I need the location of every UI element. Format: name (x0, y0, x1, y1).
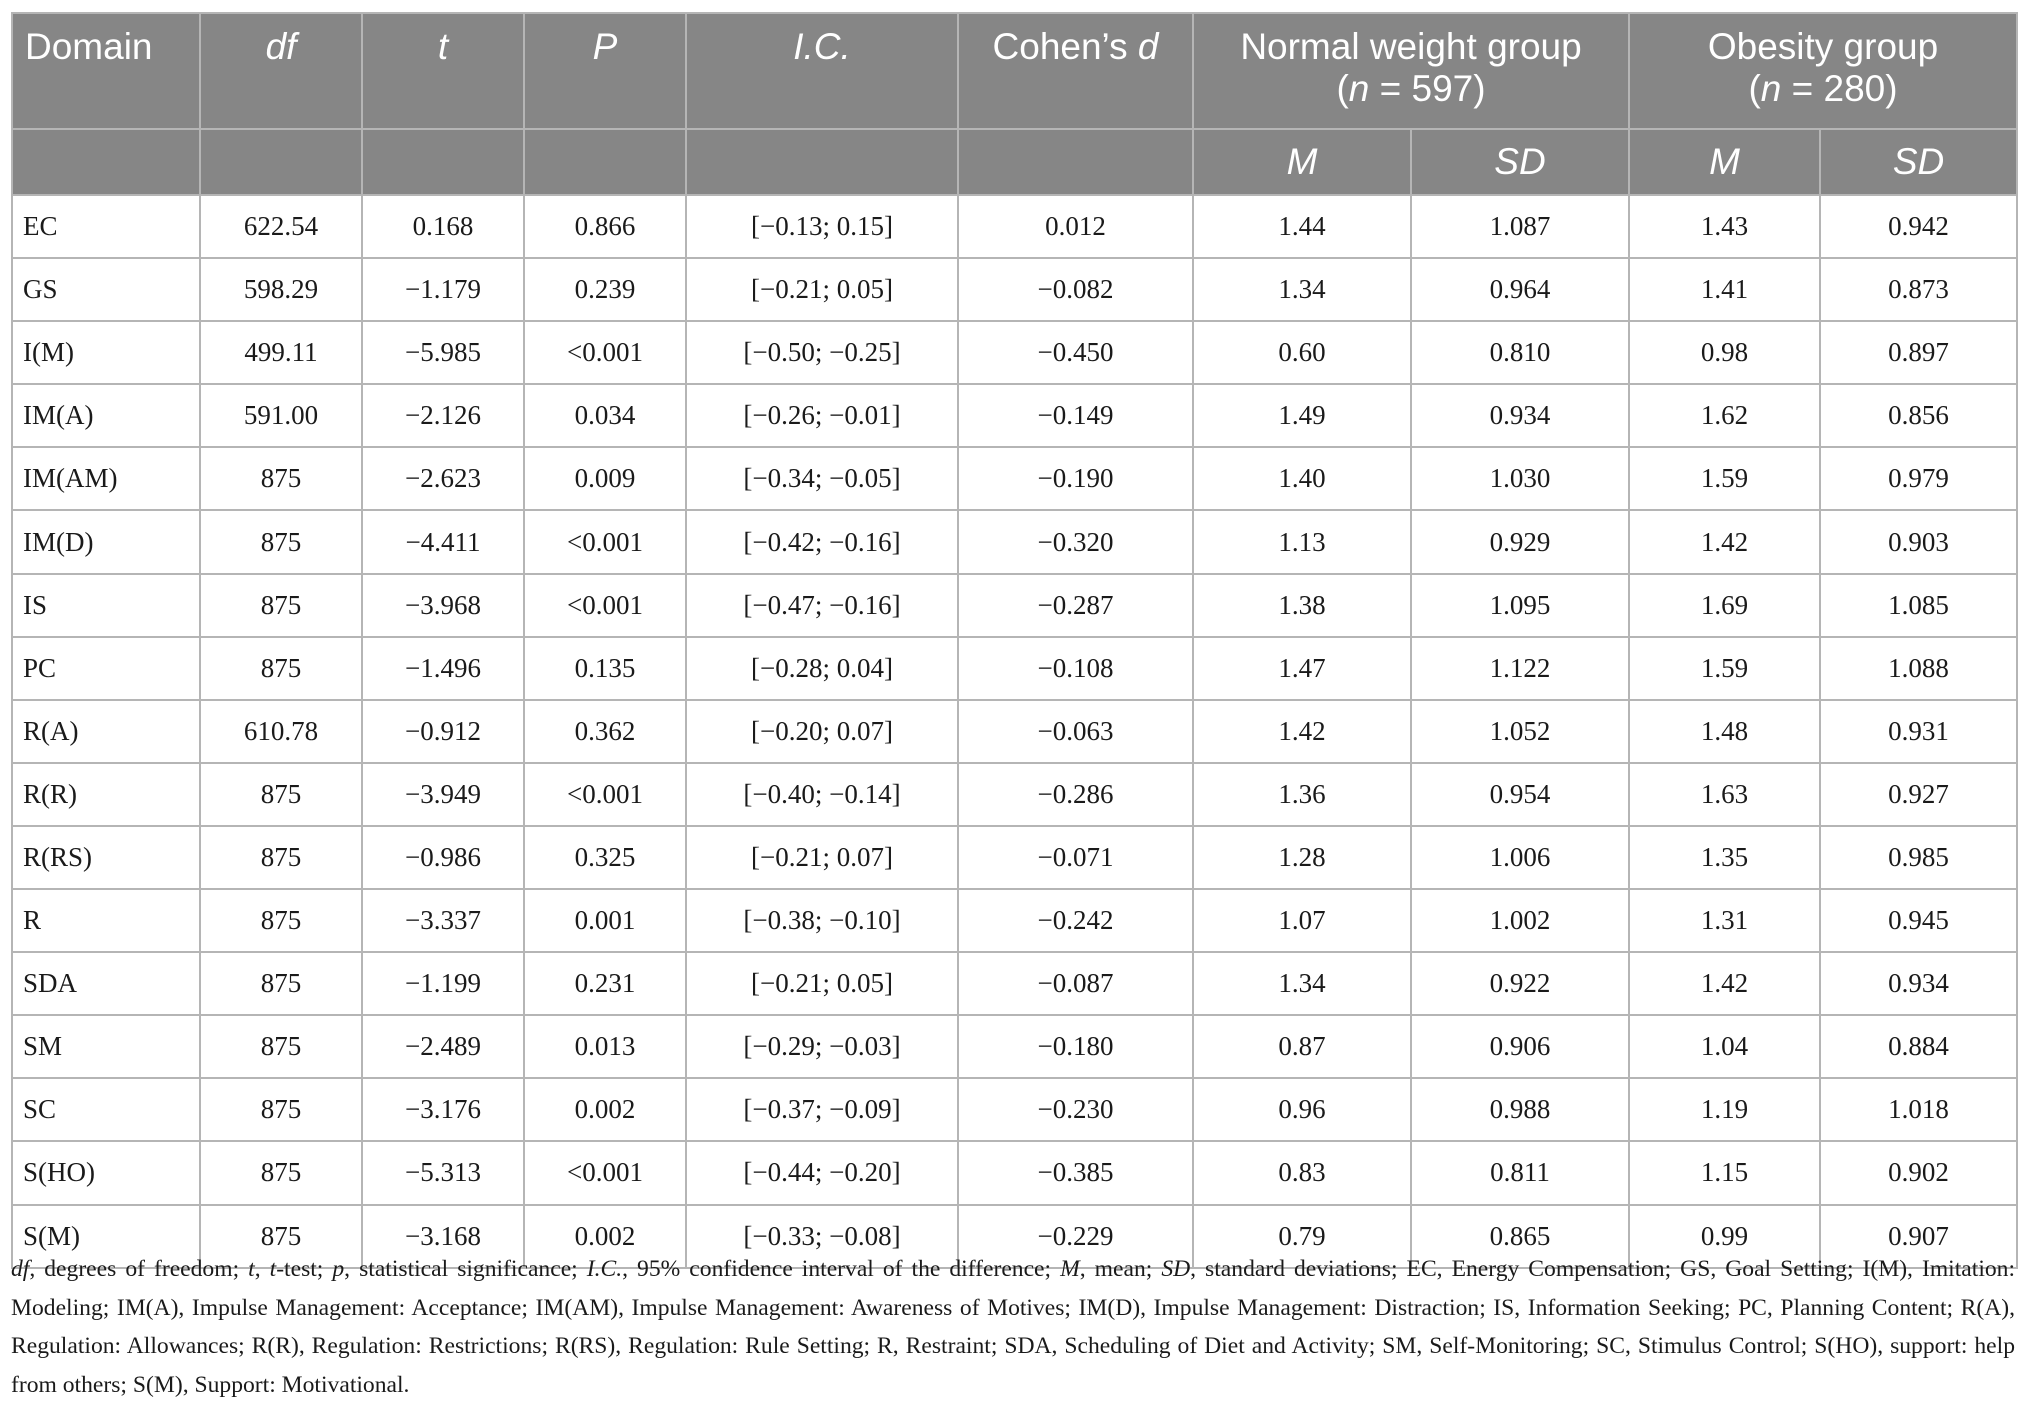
cell-obesity-sd: 0.931 (1820, 700, 2017, 763)
cell-p: <0.001 (524, 574, 686, 637)
table-row (12, 574, 2017, 637)
cell-t: −4.411 (362, 510, 524, 573)
cell-domain: GS (12, 258, 200, 321)
cell-obesity-sd: 0.985 (1820, 826, 2017, 889)
cell-p: <0.001 (524, 763, 686, 826)
cell-cohens-d: −0.149 (958, 384, 1193, 447)
cell-p: 0.013 (524, 1015, 686, 1078)
normal-group-label: Normal weight group (1240, 26, 1582, 67)
table-row (12, 321, 2017, 384)
obesity-n-value: = 280) (1781, 68, 1898, 109)
cell-obesity-sd: 1.018 (1820, 1078, 2017, 1141)
cell-t: −5.313 (362, 1141, 524, 1204)
col-ic (686, 13, 958, 129)
table-footnote (11, 1250, 2015, 1404)
cell-df: 875 (200, 510, 362, 573)
cell-t: −5.985 (362, 321, 524, 384)
cell-p: 0.135 (524, 637, 686, 700)
table-row (12, 447, 2017, 510)
cell-obesity-m: 1.59 (1629, 637, 1820, 700)
normal-n-open: ( (1336, 68, 1349, 109)
col-normal-sd: SD (1411, 129, 1629, 195)
cell-ic: [−0.44; −0.20] (686, 1141, 958, 1204)
cell-df: 591.00 (200, 384, 362, 447)
col-ic-label: I.C. (793, 26, 851, 67)
cell-normal-sd: 0.811 (1411, 1141, 1629, 1204)
cell-normal-sd: 1.006 (1411, 826, 1629, 889)
cell-normal-sd: 0.954 (1411, 763, 1629, 826)
cell-cohens-d: −0.063 (958, 700, 1193, 763)
cell-t: −1.496 (362, 637, 524, 700)
cell-obesity-m: 1.42 (1629, 952, 1820, 1015)
cell-normal-m: 0.60 (1193, 321, 1411, 384)
cell-p: 0.239 (524, 258, 686, 321)
cell-t: −3.337 (362, 889, 524, 952)
fn-t: t (248, 1256, 255, 1282)
cell-domain: I(M) (12, 321, 200, 384)
cell-ic: [−0.33; −0.08] (686, 1205, 958, 1268)
cell-ic: [−0.21; 0.07] (686, 826, 958, 889)
cell-p: 0.001 (524, 889, 686, 952)
cell-p: 0.325 (524, 826, 686, 889)
cell-df: 622.54 (200, 195, 362, 258)
cell-t: −3.968 (362, 574, 524, 637)
fn-p: p (332, 1256, 345, 1282)
cell-cohens-d: −0.242 (958, 889, 1193, 952)
cell-normal-sd: 1.030 (1411, 447, 1629, 510)
cell-ic: [−0.21; 0.05] (686, 952, 958, 1015)
cell-normal-m: 1.38 (1193, 574, 1411, 637)
empty-header-cell (362, 129, 524, 195)
cell-obesity-sd: 0.942 (1820, 195, 2017, 258)
cell-obesity-m: 1.15 (1629, 1141, 1820, 1204)
cell-p: 0.231 (524, 952, 686, 1015)
cell-t: −2.489 (362, 1015, 524, 1078)
cell-obesity-sd: 0.884 (1820, 1015, 2017, 1078)
cell-cohens-d: −0.320 (958, 510, 1193, 573)
cell-normal-sd: 0.865 (1411, 1205, 1629, 1268)
col-t (362, 13, 524, 129)
col-p (524, 13, 686, 129)
cell-cohens-d: −0.108 (958, 637, 1193, 700)
col-df (200, 13, 362, 129)
cell-obesity-sd: 0.897 (1820, 321, 2017, 384)
col-df-label: df (265, 26, 297, 67)
cell-p: 0.362 (524, 700, 686, 763)
col-domain-label: Domain (25, 26, 153, 67)
obesity-n-open: ( (1748, 68, 1761, 109)
cell-obesity-sd: 1.085 (1820, 574, 2017, 637)
cell-normal-m: 0.96 (1193, 1078, 1411, 1141)
table-header (12, 13, 2017, 195)
cell-obesity-sd: 0.873 (1820, 258, 2017, 321)
cell-obesity-m: 1.48 (1629, 700, 1820, 763)
cell-normal-sd: 1.052 (1411, 700, 1629, 763)
cell-normal-sd: 1.002 (1411, 889, 1629, 952)
fn-ic-def: , 95% confidence interval of the difference; (622, 1256, 1061, 1282)
cell-domain: IM(AM) (12, 447, 200, 510)
fn-df-def: , degrees of freedom; (29, 1256, 249, 1282)
cell-ic: [−0.26; −0.01] (686, 384, 958, 447)
cell-normal-m: 1.47 (1193, 637, 1411, 700)
cell-normal-sd: 0.810 (1411, 321, 1629, 384)
cell-cohens-d: 0.012 (958, 195, 1193, 258)
cell-normal-sd: 0.929 (1411, 510, 1629, 573)
table-row (12, 889, 2017, 952)
cell-obesity-m: 1.63 (1629, 763, 1820, 826)
cell-obesity-m: 1.62 (1629, 384, 1820, 447)
cell-p: 0.034 (524, 384, 686, 447)
cell-obesity-m: 1.31 (1629, 889, 1820, 952)
col-normal-m: M (1193, 129, 1411, 195)
cell-obesity-sd: 1.088 (1820, 637, 2017, 700)
fn-t-def: -test; (276, 1256, 333, 1282)
empty-header-cell (958, 129, 1193, 195)
cell-ic: [−0.47; −0.16] (686, 574, 958, 637)
table-row (12, 1078, 2017, 1141)
cell-obesity-m: 0.98 (1629, 321, 1820, 384)
cell-cohens-d: −0.286 (958, 763, 1193, 826)
cell-normal-sd: 0.934 (1411, 384, 1629, 447)
cell-normal-m: 1.40 (1193, 447, 1411, 510)
cell-obesity-sd: 0.902 (1820, 1141, 2017, 1204)
cell-normal-m: 0.87 (1193, 1015, 1411, 1078)
cell-obesity-m: 1.41 (1629, 258, 1820, 321)
cell-normal-sd: 0.964 (1411, 258, 1629, 321)
fn-rest: , standard deviations; EC, Energy Compensation; GS, Goal Setting; I(M), Imitation: Modeling; IM(A), Impulse Management: Acceptance; IM(AM), Impulse Management: Awareness of Motives; IM(D), Impulse Management: Distraction; IS, Information Seeking; PC, Planning Content; R(A), Regulation: Allowances; R(R), Regulation: Restrictions; R(RS), Regulation: Rule Setting; R, Restraint; SDA, Scheduling of Diet and Activity; SM, Self-Monitoring; SC, Stimulus Control; S(HO), support: help from others; S(M), Support: Motivational. (11, 1256, 2016, 1398)
cell-ic: [−0.28; 0.04] (686, 637, 958, 700)
cell-domain: PC (12, 637, 200, 700)
cell-obesity-m: 1.69 (1629, 574, 1820, 637)
cell-p: 0.002 (524, 1205, 686, 1268)
table-row (12, 763, 2017, 826)
cell-cohens-d: −0.230 (958, 1078, 1193, 1141)
cell-df: 875 (200, 1015, 362, 1078)
cell-domain: IM(A) (12, 384, 200, 447)
table-row (12, 952, 2017, 1015)
cell-normal-sd: 0.906 (1411, 1015, 1629, 1078)
cell-domain: R(A) (12, 700, 200, 763)
empty-header-cell (686, 129, 958, 195)
col-t-label: t (437, 26, 449, 67)
cell-cohens-d: −0.450 (958, 321, 1193, 384)
cell-p: <0.001 (524, 1141, 686, 1204)
cell-normal-m: 1.13 (1193, 510, 1411, 573)
cell-df: 499.11 (200, 321, 362, 384)
cell-p: 0.002 (524, 1078, 686, 1141)
table-row (12, 637, 2017, 700)
cell-cohens-d: −0.071 (958, 826, 1193, 889)
cell-obesity-sd: 0.907 (1820, 1205, 2017, 1268)
cell-domain: EC (12, 195, 200, 258)
cell-normal-sd: 1.122 (1411, 637, 1629, 700)
cell-ic: [−0.13; 0.15] (686, 195, 958, 258)
table-row (12, 510, 2017, 573)
cell-df: 875 (200, 1205, 362, 1268)
cell-normal-m: 0.83 (1193, 1141, 1411, 1204)
cell-t: −1.199 (362, 952, 524, 1015)
cell-cohens-d: −0.385 (958, 1141, 1193, 1204)
cell-cohens-d: −0.180 (958, 1015, 1193, 1078)
cell-domain: R (12, 889, 200, 952)
fn-t-sep: , (254, 1256, 270, 1282)
cell-p: <0.001 (524, 321, 686, 384)
cell-ic: [−0.29; −0.03] (686, 1015, 958, 1078)
cell-normal-m: 0.79 (1193, 1205, 1411, 1268)
col-domain (12, 13, 200, 129)
col-obesity-sd: SD (1820, 129, 2017, 195)
normal-n-value: = 597) (1369, 68, 1486, 109)
cell-df: 875 (200, 952, 362, 1015)
cell-domain: SC (12, 1078, 200, 1141)
normal-n-var: n (1348, 68, 1370, 109)
col-p-label: P (592, 26, 618, 67)
empty-header-cell (200, 129, 362, 195)
cell-t: −2.126 (362, 384, 524, 447)
cell-df: 875 (200, 889, 362, 952)
cell-p: <0.001 (524, 510, 686, 573)
cell-obesity-sd: 0.979 (1820, 447, 2017, 510)
table-body (12, 195, 2017, 1268)
cell-normal-sd: 0.922 (1411, 952, 1629, 1015)
cell-p: 0.009 (524, 447, 686, 510)
col-obesity-group (1629, 13, 2017, 129)
header-row-2 (12, 129, 2017, 195)
fn-t2: t (269, 1256, 277, 1282)
fn-p-def: , statistical significance; (344, 1256, 587, 1282)
cell-domain: IS (12, 574, 200, 637)
cell-t: −3.949 (362, 763, 524, 826)
cell-p: 0.866 (524, 195, 686, 258)
cell-domain: R(RS) (12, 826, 200, 889)
results-table-container (11, 12, 2016, 1269)
cell-cohens-d: −0.229 (958, 1205, 1193, 1268)
empty-header-cell (12, 129, 200, 195)
cell-normal-sd: 1.095 (1411, 574, 1629, 637)
results-table (11, 12, 2018, 1269)
cell-domain: SDA (12, 952, 200, 1015)
fn-df: df (11, 1256, 30, 1282)
cell-normal-m: 1.34 (1193, 258, 1411, 321)
table-row (12, 1141, 2017, 1204)
cell-t: −3.176 (362, 1078, 524, 1141)
cell-ic: [−0.20; 0.07] (686, 700, 958, 763)
cell-normal-m: 1.34 (1193, 952, 1411, 1015)
cell-df: 610.78 (200, 700, 362, 763)
col-cohens-d (958, 13, 1193, 129)
cell-obesity-m: 1.04 (1629, 1015, 1820, 1078)
cell-df: 875 (200, 826, 362, 889)
cell-normal-m: 1.28 (1193, 826, 1411, 889)
col-cohens-label: Cohen’s (992, 26, 1138, 67)
empty-header-cell (524, 129, 686, 195)
obesity-n-var: n (1760, 68, 1782, 109)
cell-ic: [−0.38; −0.10] (686, 889, 958, 952)
fn-m: M (1060, 1256, 1080, 1282)
cell-normal-m: 1.36 (1193, 763, 1411, 826)
table-row (12, 826, 2017, 889)
cell-domain: SM (12, 1015, 200, 1078)
col-normal-weight-group (1193, 13, 1629, 129)
cell-t: −0.912 (362, 700, 524, 763)
fn-m-def: , mean; (1079, 1256, 1162, 1282)
cell-cohens-d: −0.087 (958, 952, 1193, 1015)
cell-obesity-sd: 0.903 (1820, 510, 2017, 573)
cell-normal-sd: 1.087 (1411, 195, 1629, 258)
cell-t: −3.168 (362, 1205, 524, 1268)
cell-df: 875 (200, 447, 362, 510)
cell-ic: [−0.50; −0.25] (686, 321, 958, 384)
cell-df: 875 (200, 637, 362, 700)
cell-df: 875 (200, 574, 362, 637)
cell-domain: R(R) (12, 763, 200, 826)
cell-t: −2.623 (362, 447, 524, 510)
cell-ic: [−0.42; −0.16] (686, 510, 958, 573)
cell-normal-m: 1.07 (1193, 889, 1411, 952)
table-row (12, 258, 2017, 321)
cell-df: 875 (200, 763, 362, 826)
cell-ic: [−0.34; −0.05] (686, 447, 958, 510)
cell-obesity-sd: 0.856 (1820, 384, 2017, 447)
cell-t: −1.179 (362, 258, 524, 321)
cell-obesity-sd: 0.934 (1820, 952, 2017, 1015)
cell-obesity-sd: 0.945 (1820, 889, 2017, 952)
cell-cohens-d: −0.190 (958, 447, 1193, 510)
cell-obesity-sd: 0.927 (1820, 763, 2017, 826)
cell-normal-m: 1.49 (1193, 384, 1411, 447)
cell-ic: [−0.37; −0.09] (686, 1078, 958, 1141)
cell-obesity-m: 1.35 (1629, 826, 1820, 889)
cell-t: 0.168 (362, 195, 524, 258)
cell-df: 598.29 (200, 258, 362, 321)
cell-obesity-m: 1.19 (1629, 1078, 1820, 1141)
cell-obesity-m: 1.59 (1629, 447, 1820, 510)
fn-ic: I.C. (586, 1256, 623, 1282)
cell-ic: [−0.21; 0.05] (686, 258, 958, 321)
cell-normal-m: 1.44 (1193, 195, 1411, 258)
cell-normal-m: 1.42 (1193, 700, 1411, 763)
obesity-group-label: Obesity group (1707, 26, 1939, 67)
cell-t: −0.986 (362, 826, 524, 889)
fn-sd: SD (1161, 1256, 1191, 1282)
cell-cohens-d: −0.082 (958, 258, 1193, 321)
cell-domain: S(M) (12, 1205, 200, 1268)
table-row (12, 195, 2017, 258)
cell-obesity-m: 1.42 (1629, 510, 1820, 573)
cell-cohens-d: −0.287 (958, 574, 1193, 637)
cell-obesity-m: 1.43 (1629, 195, 1820, 258)
table-row (12, 700, 2017, 763)
cell-df: 875 (200, 1078, 362, 1141)
col-obesity-m: M (1629, 129, 1820, 195)
cell-df: 875 (200, 1141, 362, 1204)
cell-domain: IM(D) (12, 510, 200, 573)
header-row-1 (12, 13, 2017, 129)
cell-obesity-m: 0.99 (1629, 1205, 1820, 1268)
cell-domain: S(HO) (12, 1141, 200, 1204)
cell-ic: [−0.40; −0.14] (686, 763, 958, 826)
table-row (12, 1015, 2017, 1078)
table-row (12, 384, 2017, 447)
col-cohens-d-var: d (1137, 26, 1159, 67)
cell-normal-sd: 0.988 (1411, 1078, 1629, 1141)
